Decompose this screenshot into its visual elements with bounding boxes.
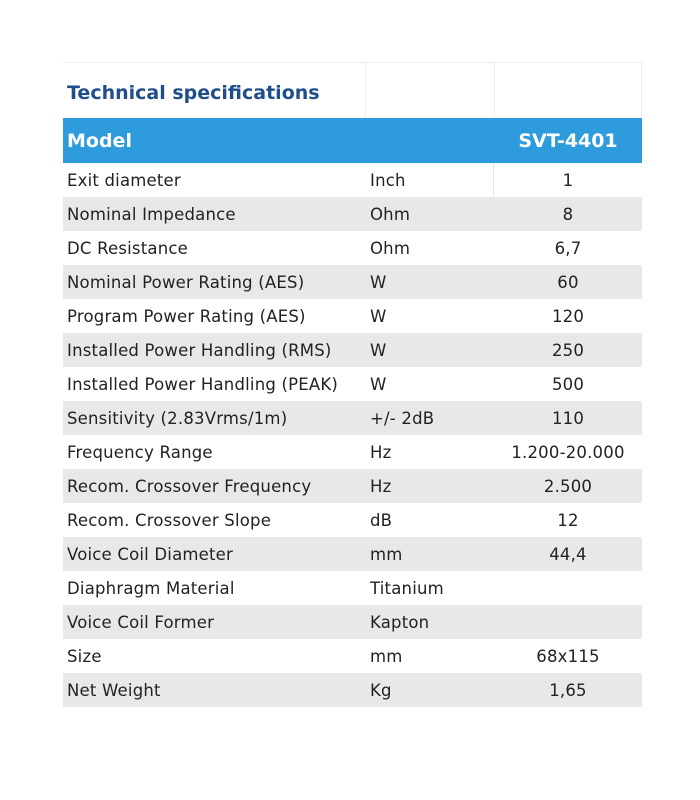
spec-name: Nominal Power Rating (AES) <box>67 272 305 292</box>
title-row-empty-cell <box>366 63 495 118</box>
spec-unit: W <box>370 340 387 360</box>
spec-name: DC Resistance <box>67 238 188 258</box>
table-row <box>63 571 642 605</box>
header-model-name: SVT-4401 <box>518 129 618 152</box>
spec-value: 110 <box>551 408 585 428</box>
header-row <box>63 118 642 163</box>
spec-value: 120 <box>551 306 585 326</box>
header-model-label: Model <box>67 129 132 152</box>
spec-name: Recom. Crossover Slope <box>67 510 272 530</box>
spec-rows <box>63 163 642 707</box>
spec-value: 8 <box>562 204 574 224</box>
spec-unit: W <box>370 374 387 394</box>
spec-unit: Kg <box>370 680 392 700</box>
spec-unit: Hz <box>370 442 392 462</box>
spec-name: Nominal Impedance <box>67 204 236 224</box>
table-row <box>63 197 642 231</box>
spec-value: 1 <box>562 170 574 190</box>
table-title: Technical specifications <box>63 63 366 118</box>
spec-table <box>63 62 642 707</box>
spec-name: Installed Power Handling (PEAK) <box>67 374 339 394</box>
table-row <box>63 367 642 401</box>
table-row <box>63 639 642 673</box>
table-row <box>63 333 642 367</box>
table-row <box>63 503 642 537</box>
spec-unit: Ohm <box>370 238 411 258</box>
title-row-empty-cell <box>495 63 642 118</box>
spec-unit: +/- 2dB <box>370 408 435 428</box>
spec-name: Installed Power Handling (RMS) <box>67 340 332 360</box>
spec-value: 12 <box>557 510 579 530</box>
table-row <box>63 605 642 639</box>
spec-unit: Hz <box>370 476 392 496</box>
spec-value: 60 <box>557 272 579 292</box>
spec-value: 68x115 <box>536 646 600 666</box>
spec-value: 1,65 <box>549 680 587 700</box>
spec-name: Diaphragm Material <box>67 578 235 598</box>
table-row <box>63 435 642 469</box>
spec-value: 6,7 <box>554 238 582 258</box>
spec-value: 250 <box>551 340 585 360</box>
spec-value: 500 <box>551 374 585 394</box>
table-row <box>63 401 642 435</box>
spec-name: Size <box>67 646 102 666</box>
table-row <box>63 231 642 265</box>
spec-unit: Titanium <box>370 578 444 598</box>
table-row <box>63 299 642 333</box>
spec-value: 2.500 <box>543 476 593 496</box>
spec-unit: Kapton <box>370 612 430 632</box>
spec-unit: Ohm <box>370 204 411 224</box>
title-row <box>63 62 642 118</box>
spec-unit: dB <box>370 510 393 530</box>
spec-value: 1.200-20.000 <box>511 442 625 462</box>
spec-unit: mm <box>370 544 403 564</box>
spec-name: Sensitivity (2.83Vrms/1m) <box>67 408 288 428</box>
spec-name: Recom. Crossover Frequency <box>67 476 312 496</box>
spec-name: Exit diameter <box>67 170 181 190</box>
spec-unit: W <box>370 272 387 292</box>
spec-name: Program Power Rating (AES) <box>67 306 306 326</box>
spec-name: Net Weight <box>67 680 161 700</box>
spec-name: Voice Coil Diameter <box>67 544 234 564</box>
table-row <box>63 537 642 571</box>
spec-unit: W <box>370 306 387 326</box>
spec-name: Voice Coil Former <box>67 612 215 632</box>
table-row <box>63 673 642 707</box>
spec-value: 44,4 <box>549 544 587 564</box>
table-row <box>63 163 642 197</box>
spec-name: Frequency Range <box>67 442 213 462</box>
spec-unit: mm <box>370 646 403 666</box>
table-row <box>63 469 642 503</box>
spec-unit: Inch <box>366 163 494 197</box>
table-row <box>63 265 642 299</box>
